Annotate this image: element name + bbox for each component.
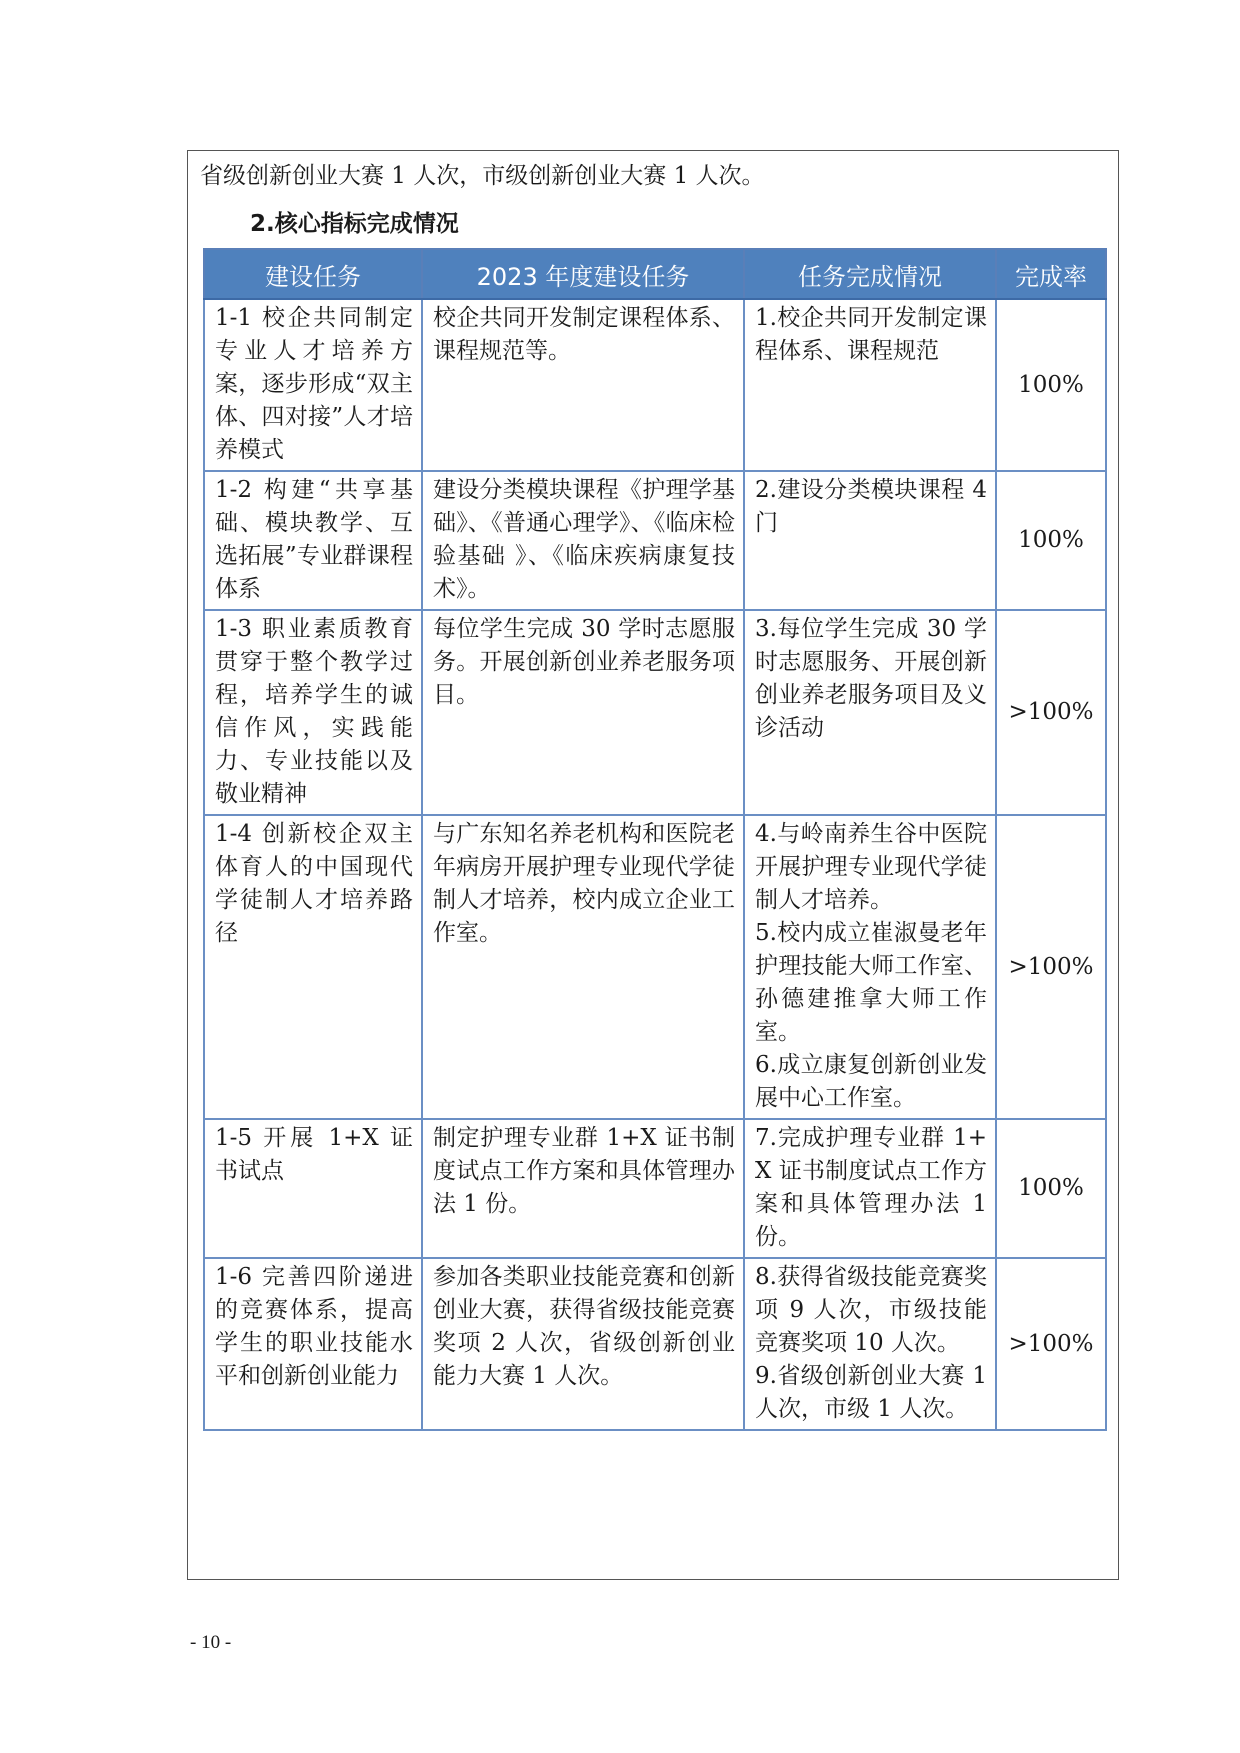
cell-task: 1-5 开展 1+X 证书试点 xyxy=(204,1119,422,1258)
cell-task: 1-4 创新校企双主体育人的中国现代学徒制人才培养路径 xyxy=(204,815,422,1119)
intro-line: 省级创新创业大赛 1 人次，市级创新创业大赛 1 人次。 xyxy=(200,163,765,189)
cell-plan: 校企共同开发制定课程体系、课程规范等。 xyxy=(422,299,744,471)
cell-plan: 每位学生完成 30 学时志愿服务。开展创新创业养老服务项目。 xyxy=(422,610,744,815)
cell-result: 2.建设分类模块课程 4 门 xyxy=(744,471,996,610)
page-number: - 10 - xyxy=(190,1632,232,1653)
core-indicator-table xyxy=(203,248,1107,1431)
result-item: 6.成立康复创新创业发展中心工作室。 xyxy=(755,1052,987,1111)
cell-rate: >100% xyxy=(996,815,1106,1119)
table-row xyxy=(204,1258,1106,1430)
result-item: 5.校内成立崔淑曼老年护理技能大师工作室、孙德建推拿大师工作室。 xyxy=(755,920,987,1045)
table-row xyxy=(204,610,1106,815)
table-row xyxy=(204,299,1106,471)
header-rate: 完成率 xyxy=(996,249,1106,299)
result-item: 4.与岭南养生谷中医院开展护理专业现代学徒制人才培养。 xyxy=(755,821,987,913)
cell-rate: >100% xyxy=(996,610,1106,815)
section-heading: 2.核心指标完成情况 xyxy=(250,211,459,237)
header-result: 任务完成情况 xyxy=(744,249,996,299)
cell-plan: 与广东知名养老机构和医院老年病房开展护理专业现代学徒制人才培养，校内成立企业工作室。 xyxy=(422,815,744,1119)
cell-task: 1-1 校企共同制定专业人才培养方案，逐步形成“双主体、四对接”人才培养模式 xyxy=(204,299,422,471)
cell-result: 7.完成护理专业群 1+X 证书制度试点工作方案和具体管理办法 1 份。 xyxy=(744,1119,996,1258)
cell-result xyxy=(744,1258,996,1430)
table-row xyxy=(204,1119,1106,1258)
cell-task: 1-2 构建“共享基础、模块教学、互选拓展”专业群课程体系 xyxy=(204,471,422,610)
cell-plan: 参加各类职业技能竞赛和创新创业大赛，获得省级技能竞赛奖项 2 人次，省级创新创业能力大赛 1 人次。 xyxy=(422,1258,744,1430)
table-header-row xyxy=(204,249,1106,299)
cell-result: 1.校企共同开发制定课程体系、课程规范 xyxy=(744,299,996,471)
result-item: 9.省级创新创业大赛 1 人次，市级 1 人次。 xyxy=(755,1363,987,1422)
cell-plan: 制定护理专业群 1+X 证书制度试点工作方案和具体管理办法 1 份。 xyxy=(422,1119,744,1258)
table-row xyxy=(204,471,1106,610)
cell-rate: >100% xyxy=(996,1258,1106,1430)
cell-result xyxy=(744,815,996,1119)
table-row xyxy=(204,815,1106,1119)
header-task: 建设任务 xyxy=(204,249,422,299)
header-plan: 2023 年度建设任务 xyxy=(422,249,744,299)
cell-rate: 100% xyxy=(996,471,1106,610)
cell-task: 1-6 完善四阶递进的竞赛体系，提高学生的职业技能水平和创新创业能力 xyxy=(204,1258,422,1430)
cell-rate: 100% xyxy=(996,1119,1106,1258)
cell-result: 3.每位学生完成 30 学时志愿服务、开展创新创业养老服务项目及义诊活动 xyxy=(744,610,996,815)
result-item: 8.获得省级技能竞赛奖项 9 人次，市级技能竞赛奖项 10 人次。 xyxy=(755,1264,987,1356)
cell-task: 1-3 职业素质教育贯穿于整个教学过程，培养学生的诚信作风，实践能力、专业技能以及敬业精神 xyxy=(204,610,422,815)
cell-rate: 100% xyxy=(996,299,1106,471)
cell-plan: 建设分类模块课程《护理学基础》、《普通心理学》、《临床检验基础 》、《临床疾病康复技术》。 xyxy=(422,471,744,610)
